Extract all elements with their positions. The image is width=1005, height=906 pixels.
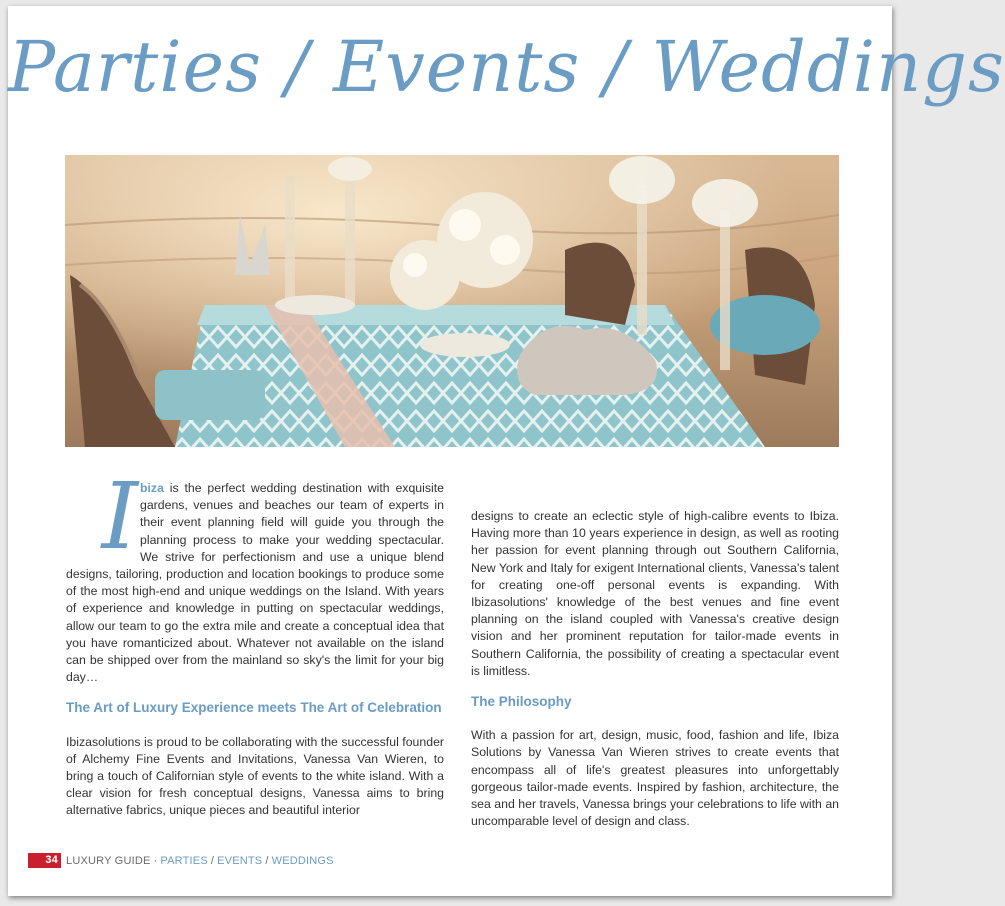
section-heading-philosophy: The Philosophy [471, 694, 572, 710]
section1-paragraph: Ibizasolutions is proud to be collaborating with the successful founder of Alchemy Fine Events and Invitations, Vanessa Van Wieren, to bring a touch of Californian style of events to the white island. With a clear vision for fresh conceptual designs, Vanessa aims to bring alternative fabrics, unique pieces and beautiful interior [66, 734, 444, 818]
dropcap-letter: I [101, 463, 138, 570]
footer-section-parties: PARTIES [160, 854, 208, 867]
page-title: Parties / Events / Weddings [8, 26, 1005, 108]
intro-text: is the perfect wedding destination with exquisite gardens, venues and beaches our team of experts in their event planning field will guide you through the planning process to make your wedding spectacular. We strive for perfectionism and use a unique blend designs, tailoring, production and location bookings to produce some of the most high-end and unique weddings on the Island. With years of experience and knowledge in putting on spectacular weddings, allow our team to go the extra mile and create a conceptual idea that you have romanticized about. Whatever not available on the island can be shipped over from the mainland so sky's the limit for your big day… [66, 481, 444, 685]
footer-section-events: EVENTS [217, 854, 263, 867]
footer-slash-1: / [210, 854, 215, 867]
page-number-badge: 34 [28, 853, 61, 868]
left-column [66, 463, 444, 820]
section-heading-luxury: The Art of Luxury Experience meets The Art of Celebration [66, 700, 442, 716]
magazine-page [8, 6, 1005, 896]
footer-slash-2: / [265, 854, 269, 867]
footer-dot: · [153, 854, 158, 867]
footer-guide-label: LUXURY GUIDE [66, 854, 151, 867]
philosophy-paragraph: With a passion for art, design, music, food, fashion and life, Ibiza Solutions by Vanessa Van Wieren strives to create events that encompass all of life's greatest pleasures into unforgettably gorgeous tailor-made events. Inspired by fashion, architecture, the sea and her travels, Vanessa brings your celebrations to life with an uncomparable level of design and class. [471, 728, 839, 829]
continuation-paragraph: designs to create an eclectic style of high-calibre events to Ibiza. Having more than 10 years experience in design, as well as rooting her passion for event planning through out Southern California, New York and Italy for exigent International clients, Vanessa's talent for creating one-off personal events is expanding. With Ibizasolutions' knowledge of the best venues and fine event planning on the island coupled with Vanessa's creative design vision and her prominent reputation for tailor-made events in Southern California, the possibility of creating a spectacular event is limitless. [471, 509, 839, 678]
page-footer [28, 853, 334, 868]
intro-paragraph [66, 463, 444, 686]
photo-illustration [65, 155, 839, 447]
footer-section-weddings: WEDDINGS [271, 854, 334, 867]
beach-wedding-photo [65, 155, 839, 447]
right-column [471, 508, 839, 830]
intro-first-word: biza [140, 481, 164, 495]
